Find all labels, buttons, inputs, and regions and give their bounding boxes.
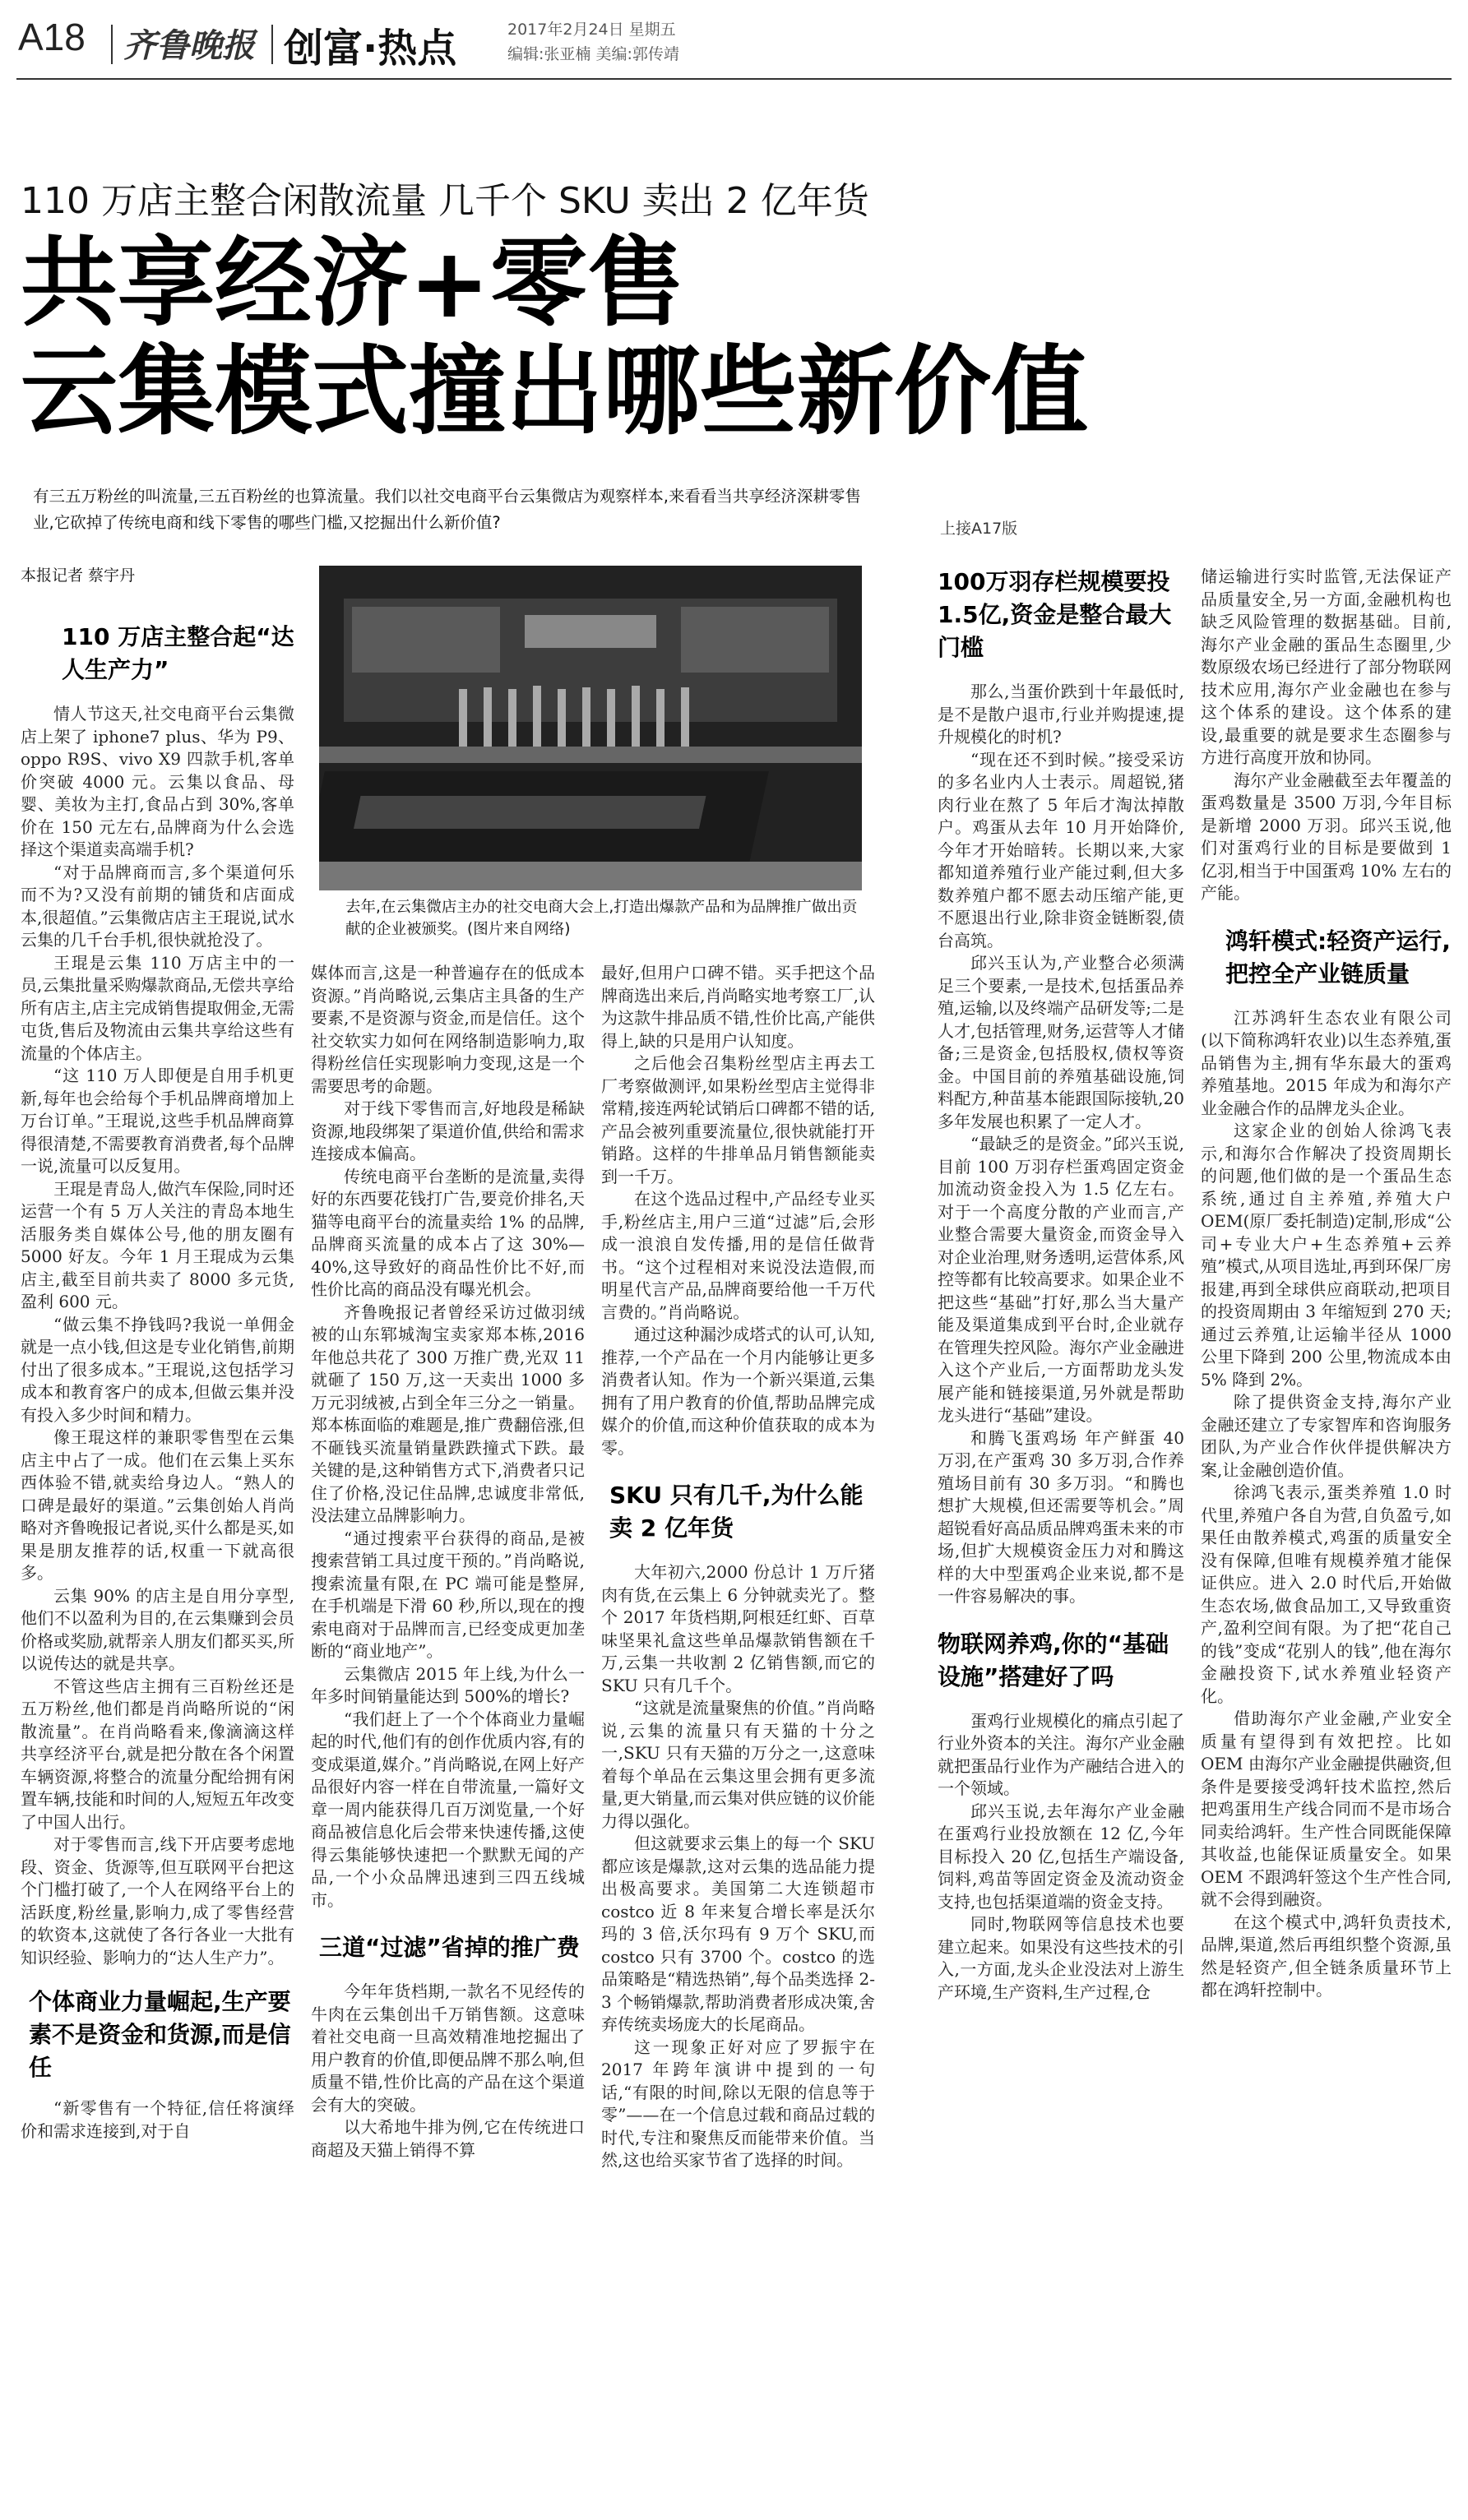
paragraph: “我们赶上了一个个体商业力量崛起的时代,他们有的创作优质内容,有的变成渠道,媒介。”肖尚略说,在网上好产品很好内容一样在自带流量,一篇好文章一周内能获得几百万浏览量,一个好商品被信息化后会带来快速传播,这使得云集能够快速把一个默默无闻的产品,一个小众品牌迅速到三四五线城市。 [311,1709,585,1910]
paragraph: 这家企业的创始人徐鸿飞表示,和海尔合作解决了投资周期长的问题,他们做的是一个蛋品生态系统,通过自主养殖,养殖大户 OEM(原厂委托制造)定制,形成“公司+专业大户+生态养殖+云养殖”模式,从项目选址,再到环保厂房报建,再到全球供应商联动,把项目的投资周期由 3 年缩短到 270 天;通过云养殖,让运输半径从 1000 公里下降到 200 公里,物流成本由 5% 降到 2%。 [1201,1121,1452,1389]
paragraph: “对于品牌商而言,多个渠道何乐而不为?又没有前期的铺货和店面成本,很超值。”云集微店店主王琨说,试水云集的几千台手机,很快就抢没了。 [21,862,294,950]
paragraph: 储运输进行实时监管,无法保证产品质量安全,另一方面,金融机构也缺乏风险管理的数据基础。目前,海尔产业金融的蛋品生态圈里,少数原级农场已经进行了部分物联网技术应用,海尔产业金融也在参与这个体系的建设。这个体系的建设,最重要的就是要求生态圈参与方进行高度开放和协同。 [1201,566,1452,767]
paragraph: 以大希地牛排为例,它在传统进口商超及天猫上销得不算 [311,2117,585,2160]
subhead-capital-threshold: 100万羽存栏规模要投1.5亿,资金是整合最大门槛 [938,568,1172,661]
paragraph: “新零售有一个特征,信任将演绎价和需求连接到,对于自 [21,2098,294,2141]
paragraph: 媒体而言,这是一种普遍存在的低成本资源。”肖尚略说,云集店主具备的生产要素,不是资源与资金,而是信任。这个社交软实力如何在网络制造影响力,取得粉丝信任实现影响力变现,这是一个需要思考的命题。 [311,963,585,1096]
section-title: 创富·热点 [284,25,457,72]
paragraph: 同时,物联网等信息技术也要建立起来。如果没有这些技术的引入,一方面,龙头企业没法对上游生产环境,生产资料,生产过程,仓 [938,1914,1184,2002]
paragraph: “这就是流量聚焦的价值。”肖尚略说,云集的流量只有天猫的十分之一,SKU 只有天猫的万分之一,这意味着每个单品在云集这里会拥有更多流量,更大销量,而云集对供应链的议价能力得以强化。 [601,1698,875,1831]
subhead-three-filters: 三道“过滤”省掉的推广费 [319,1934,580,1961]
paragraph: 和腾飞蛋鸡场 年产鲜蛋 40 万羽,在产蛋鸡 30 多万羽,合作养殖场目前有 30 多万羽。“和腾也想扩大规模,但还需要等机会。”周超锐看好高品质品牌鸡蛋未来的市场,但扩大规模资金压力对和腾这样的大中型蛋鸡企业来说,都不是一件容易解决的事。 [938,1427,1184,1606]
paragraph: 江苏鸿轩生态农业有限公司(以下简称鸿轩农业)以生态养殖,蛋品销售为主,拥有华东最大的蛋鸡养殖基地。2015 年成为和海尔产业金融合作的品牌龙头企业。 [1201,1007,1452,1118]
paragraph: 王琨是青岛人,做汽车保险,同时还运营一个有 5 万人关注的青岛本地生活服务类自媒体公号,他的朋友圈有 5000 好友。今年 1 月王琨成为云集店主,截至目前共卖了 8000 多元货,盈利 600 元。 [21,1178,294,1311]
paragraph: 云集微店 2015 年上线,为什么一年多时间销量能达到 500%的增长? [311,1663,585,1706]
header-divider [271,25,273,64]
paragraph: 传统电商平台垄断的是流量,卖得好的东西要花钱打广告,要竞价排名,天猫等电商平台的流量卖给 1% 的品牌,品牌商买流量的成本占了这 30%—40%,这导致好的商品性价比不好,而性价比高的商品没有曝光机会。 [311,1166,585,1299]
paragraph: “这 110 万人即便是自用手机更新,每年也会给每个手机品牌商增加上万台订单。”王琨说,这些手机品牌商算得很清楚,不需要教育消费者,每个品牌一说,流量可以反复用。 [21,1066,294,1176]
page-number: A18 [18,16,86,58]
paragraph: 海尔产业金融截至去年覆盖的蛋鸡数量是 3500 万羽,今年目标是新增 2000 万羽。邱兴玉说,他们对蛋鸡行业的目标是要做到 1 亿羽,相当于中国蛋鸡 10% 左右的产能。 [1201,770,1452,903]
paragraph: 这一现象正好对应了罗振宇在 2017 年跨年演讲中提到的一句话,“有限的时间,除以无限的信息等于零”——在一个信息过载和商品过载的时代,专注和聚焦反而能带来价值。当然,这也给买家节省了选择的时间。 [601,2037,875,2170]
event-photo [319,566,862,890]
paragraph: 借助海尔产业金融,产业安全质量有望得到有效把控。比如 OEM 由海尔产业金融提供融资,但条件是要接受鸿轩技术监控,然后把鸡蛋用生产线合同而不是市场合同卖给鸿轩。生产性合同既能保障其收益,也能保证质量安全。如果 OEM 不跟鸿轩签这个生产性合同,就不会得到融资。 [1201,1709,1452,1909]
paragraph: 之后他会召集粉丝型店主再去工厂考察做测评,如果粉丝型店主觉得非常精,接连两轮试销后口碑都不错的话,产品会被列重要流量位,很快就能打开销路。这样的牛排单品月销售额能卖到一千万。 [601,1053,875,1186]
continued-from: 上接A17版 [940,520,1018,538]
paragraph: 邱兴玉说,去年海尔产业金融在蛋鸡行业投放额在 12 亿,今年目标投入 20 亿,包括生产端设备,饲料,鸡苗等固定资金及流动资金支持,也包括渠道端的资金支持。 [938,1801,1184,1912]
subhead-iot-poultry: 物联网养鸡,你的“基础设施”搭建好了吗 [938,1630,1169,1690]
subhead-individual-business: 个体商业力量崛起,生产要素不是资金和货源,而是信任 [29,1988,291,2081]
paragraph: 那么,当蛋价跌到十年最低时,是不是散户退市,行业并购提速,提升规模化的时机? [938,682,1184,747]
paragraph: 情人节这天,社交电商平台云集微店上架了 iphone7 plus、华为 P9、oppo R9S、vivo X9 四款手机,客单价突破 4000 元。云集以食品、母婴、美妆为主打,食品占到 30%,客单价在 150 元左右,品牌商为什么会选择这个渠道卖高端手机? [21,704,294,859]
header-rule [16,78,1452,80]
header-divider [111,25,113,64]
paragraph: 王琨是云集 110 万店主中的一员,云集批量采购爆款商品,无偿共享给所有店主,店主完成销售提取佣金,无需屯货,售后及物流由云集共享给这些有流量的个体店主。 [21,952,294,1063]
stage-illustration-icon [319,566,862,890]
article-column-4 [938,566,1184,2512]
article-column-2 [311,962,585,2512]
headline-title-line1: 共享经济+零售 [21,226,684,340]
paragraph: 除了提供资金支持,海尔产业金融还建立了专家智库和咨询服务团队,为产业合作伙伴提供解决方案,让金融创造价值。 [1201,1392,1452,1480]
paragraph: “做云集不挣钱吗?我说一单佣金就是一点小钱,但这是专业化销售,前期付出了很多成本。”王琨说,这包括学习成本和教育客户的成本,但做云集并没有投入多少时间和精力。 [21,1314,294,1425]
paragraph: 不管这些店主拥有三百粉丝还是五万粉丝,他们都是肖尚略所说的“闲散流量”。在肖尚略看来,像滴滴这样共享经济平台,就是把分散在各个闲置车辆资源,将整合的流量分配给拥有闲置车辆,技能和时间的人,短短五年改变了中国人出行。 [21,1676,294,1832]
paragraph: 在这个选品过程中,产品经专业买手,粉丝店主,用户三道“过滤”后,会形成一浪浪自发传播,用的是信任做背书。“这个过程相对来说没法造假,而明星代言产品,品牌商要给他一千万代言费的。”肖尚略说。 [601,1189,875,1322]
paragraph: 像王琨这样的兼职零售型在云集店主中占了一成。他们在云集上买东西体验不错,就卖给身边人。“熟人的口碑是最好的渠道。”云集创始人肖尚略对齐鲁晚报记者说,买什么都是买,如果是朋友推荐的话,权重一下就高很多。 [21,1427,294,1583]
paragraph: 对于线下零售而言,好地段是稀缺资源,地段绑架了渠道价值,供给和需求连接成本偏高。 [311,1098,585,1163]
paragraph: 今年年货档期,一款名不见经传的牛肉在云集创出千万销售额。这意味着社交电商一旦高效精准地挖掘出了用户教育的价值,即便品牌不那么响,但质量不错,性价比高的产品在这个渠道会有大的突破。 [311,1981,585,2115]
paragraph: 在这个模式中,鸿轩负责技术,品牌,渠道,然后再组织整个资源,虽然是轻资产,但全链条质量环节上都在鸿轩控制中。 [1201,1912,1452,2000]
paragraph: 最好,但用户口碑不错。买手把这个品牌商选出来后,肖尚略实地考察工厂,认为这款牛排品质不错,性价比高,产能供得上,缺的只是用户认知度。 [601,963,875,1051]
paragraph: “最缺乏的是资金。”邱兴玉说,目前 100 万羽存栏蛋鸡固定资金加流动资金投入为 1.5 亿左右。对于一个高度分散的产业而言,产业整合需要大量资金,而资金导入对企业治理,财务透明,运营体系,风控等都有比较高要求。如果企业不把这些“基础”打好,那么当大量产能及渠道集成到平台时,企业就存在管理失控风险。海尔产业金融进入这个产业后,一方面帮助龙头发展产能和链接渠道,另外就是帮助龙头进行“基础”建设。 [938,1134,1184,1425]
article-column-1 [21,621,294,2512]
paragraph: 徐鸿飞表示,蛋类养殖 1.0 时代里,养殖户各自为营,自负盈亏,如果任由散养模式,鸡蛋的质量安全没有保障,但唯有规模养殖才能保证供应。进入 2.0 时代后,开始做生态农场,做食品加工,又导致重资产,盈利空间有限。为了把“花自己的钱”变成“花别人的钱”,他在海尔金融投资下,试水养殖业轻资产化。 [1201,1482,1452,1706]
paragraph: 通过这种漏沙成塔式的认可,认知,推荐,一个产品在一个月内能够让更多消费者认知。作为一个新兴渠道,云集拥有了用户教育的价值,帮助品牌完成媒介的价值,而这种价值获取的成本为零。 [601,1325,875,1458]
byline: 本报记者 蔡宇丹 [21,566,136,585]
paragraph: 蛋鸡行业规模化的痛点引起了行业外资本的关注。海尔产业金融就把蛋品行业作为产融结合进入的一个领域。 [938,1710,1184,1798]
subhead-talent-productivity: 110 万店主整合起“达人生产力” [62,623,294,683]
paragraph: 但这就要求云集上的每一个 SKU 都应该是爆款,这对云集的选品能力提出极高要求。美国第二大连锁超市 costco 近 8 年来复合增长率是沃尔玛的 3 倍,沃尔玛有 9 万个 SKU,而 costco 只有 3700 个。costco 的选品策略是“精选热销”,每个品类选择 2-3 个畅销爆款,帮助消费者形成决策,舍弃传统卖场庞大的长尾商品。 [601,1833,875,2034]
lead-paragraph: 有三五万粉丝的叫流量,三五百粉丝的也算流量。我们以社交电商平台云集微店为观察样本,来看看当共享经济深耕零售业,它砍掉了传统电商和线下零售的哪些门槛,又挖掘出什么新价值? [33,487,861,532]
paragraph: 齐鲁晚报记者曾经采访过做羽绒被的山东郓城淘宝卖家郑本栋,2016 年他总共花了 300 万推广费,光双 11 就砸了 150 万,这一天卖出 1000 多万元羽绒被,占到全年三分之一销量。郑本栋面临的难题是,推广费翻倍涨,但不砸钱买流量销量跌跌撞式下跌。最关键的是,这种销售方式下,消费者只记住了价格,没记住品牌,忠诚度非常低,没法建立品牌影响力。 [311,1302,585,1525]
article-column-3 [601,962,875,2512]
headline-title-line2: 云集模式撞出哪些新价值 [21,335,1089,448]
editor-credits: 编辑:张亚楠 美编:郭传靖 [507,45,679,63]
paragraph: 邱兴玉认为,产业整合必须满足三个要素,一是技术,包括蛋品养殖,运输,以及终端产品研发等;二是人才,包括管理,财务,运营等人才储备;三是资金,包括股权,债权等资金。中国目前的养殖基础设施,饲料配方,种苗基本能跟国际接轨,20 多年发展也积累了一定人才。 [938,953,1184,1131]
headline-kicker: 110 万店主整合闲散流量 几千个 SKU 卖出 2 亿年货 [21,180,869,222]
paragraph: “现在还不到时候。”接受采访的多名业内人士表示。周超锐,猪肉行业在熬了 5 年后才淘汰掉散户。鸡蛋从去年 10 月开始降价,今年才开始暗转。长期以来,大家都知道养殖行业产能过剩,但大多数养殖户都不愿去动压缩产能,更不愿退出行业,除非资金链断裂,债台高筑。 [938,749,1184,950]
paragraph: 对于零售而言,线下开店要考虑地段、资金、货源等,但互联网平台把这个门槛打破了,一个人在网络平台上的活跃度,粉丝量,影响力,成了零售经营的软资本,这就使了各行各业一大批有知识经验、影响力的“达人生产力”。 [21,1834,294,1967]
subhead-hongxuan-model: 鸿轩模式:轻资产运行,把控全产业链质量 [1225,927,1451,987]
issue-date: 2017年2月24日 星期五 [507,21,676,39]
subhead-sku-sales: SKU 只有几千,为什么能卖 2 亿年货 [609,1482,864,1542]
paragraph: 大年初六,2000 份总计 1 万斤猪肉有货,在云集上 6 分钟就卖光了。整个 2017 年货档期,阿根廷红虾、百草味坚果礼盒这些单品爆款销售额在千万,云集一共收割 2 亿销售额,而它的 SKU 只有几千个。 [601,1562,875,1695]
paragraph: “通过搜索平台获得的商品,是被搜索营销工具过度干预的。”肖尚略说,搜索流量有限,在 PC 端可能是整屏,在手机端是下滑 60 秒,所以,现在的搜索电商对于品牌而言,已经变成更加垄断的“商业地产”。 [311,1528,585,1661]
paragraph: 云集 90% 的店主是自用分享型,他们不以盈利为目的,在云集赚到会员价格或奖励,就帮亲人朋友们都买买,所以说传达的就是共享。 [21,1585,294,1673]
newspaper-logo: 齐鲁晚报 [123,26,255,65]
article-column-5 [1201,566,1452,2512]
photo-caption: 去年,在云集微店主办的社交电商大会上,打造出爆款产品和为品牌推广做出贡献的企业被颁奖。(图片来自网络) [345,899,858,938]
